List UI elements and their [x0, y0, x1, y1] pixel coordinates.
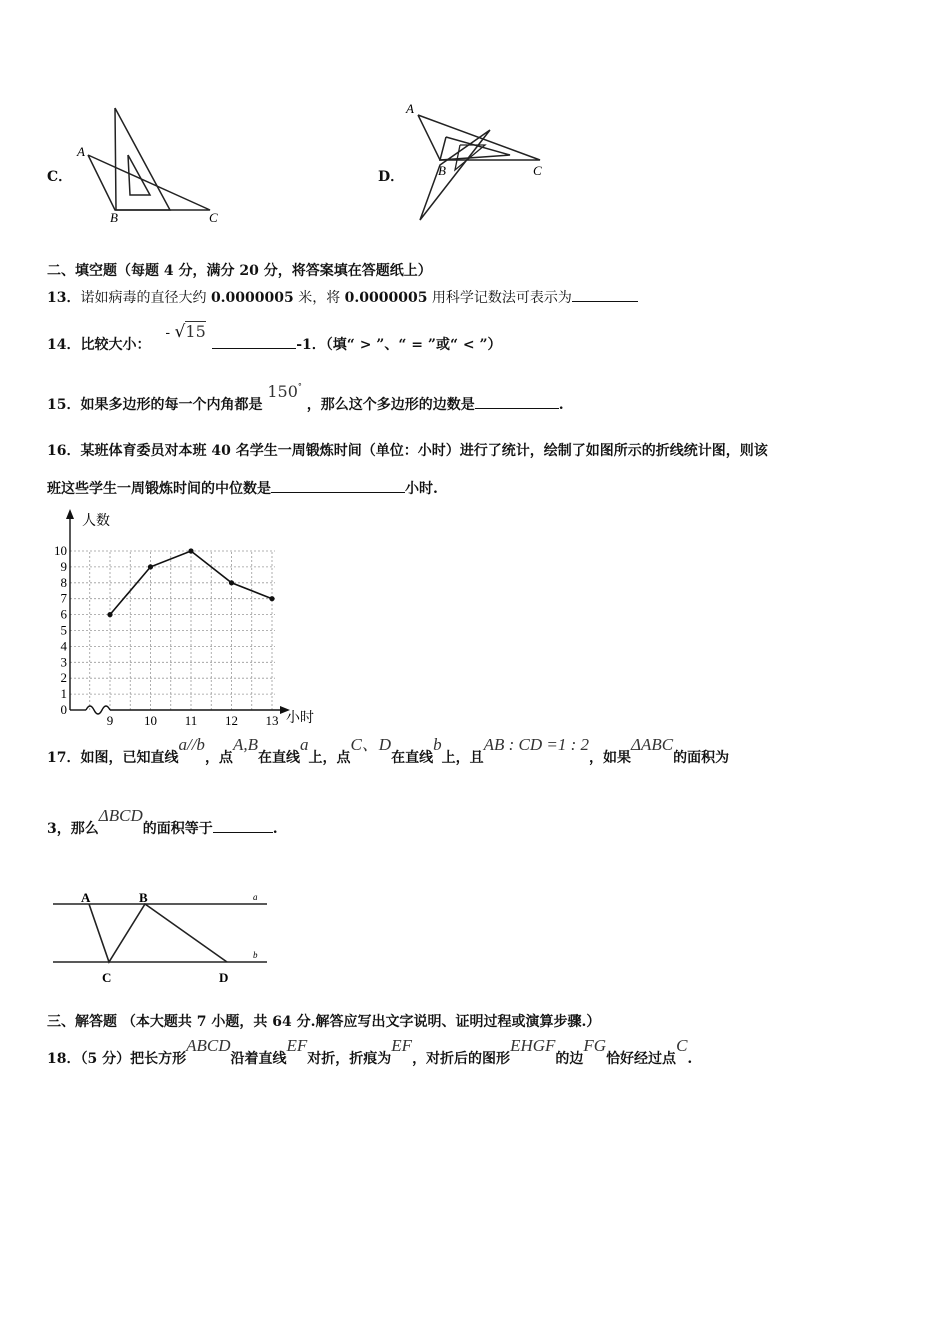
- parallel-lines-figure: [45, 882, 275, 997]
- q14-option-gt: “ > ”: [346, 337, 385, 353]
- q17-text-4: 上，点: [308, 750, 351, 766]
- c-label-c: C: [209, 210, 218, 225]
- q17-math-1: a//b: [178, 735, 205, 754]
- chart-axes: [66, 509, 290, 714]
- y-tick-label: 3: [60, 654, 67, 670]
- q16-answer-blank[interactable]: [271, 480, 405, 493]
- fig17-line-b: b: [253, 950, 258, 960]
- q14-sqrt-value: 15: [185, 322, 206, 341]
- q14-number: 14．: [47, 337, 81, 353]
- q18-text-6: 恰好经过点: [606, 1051, 677, 1067]
- d-label-a: A: [406, 101, 414, 116]
- y-tick-label: 9: [60, 558, 67, 574]
- x-tick-label: 9: [106, 713, 114, 728]
- y-tick-label: 10: [54, 543, 67, 558]
- d-label-b: B: [438, 163, 446, 178]
- question-15: [47, 382, 564, 414]
- q17-text-5: 在直线: [391, 750, 434, 766]
- chart-x-label: 小时: [286, 711, 314, 726]
- q17-math-8: ΔBCD: [98, 806, 143, 825]
- q14-text-after: -1．（填: [296, 337, 347, 353]
- q13-value-1: 0.0000005: [210, 290, 294, 306]
- data-point: [107, 612, 112, 617]
- q18-math-5: FG: [583, 1036, 607, 1055]
- d-label-c: C: [533, 163, 542, 178]
- chart-y-label: 人数: [82, 514, 110, 529]
- q15-number: 15．: [47, 397, 81, 413]
- q14-sqrt-expression: [165, 322, 210, 342]
- question-17-line-2: [47, 806, 278, 838]
- chart-grid: [70, 551, 275, 710]
- option-c-figure: [70, 100, 230, 230]
- q17-text-10: 的面积等于: [142, 821, 213, 837]
- q15-end: .: [558, 397, 564, 413]
- section-2-heading: 二、填空题（每题 4 分，满分 20 分，将答案填在答题纸上）: [47, 263, 432, 279]
- x-tick-label: 13: [265, 713, 279, 728]
- y-tick-label: 2: [60, 670, 67, 686]
- y-tick-label: 4: [60, 638, 67, 654]
- q15-answer-blank[interactable]: [475, 396, 559, 409]
- q14-option-eq: “ = ”: [398, 337, 436, 353]
- q18-end: .: [687, 1051, 693, 1067]
- question-18: [47, 1036, 693, 1068]
- q16-number: 16．: [47, 443, 81, 459]
- q17-text-8: 的面积为: [673, 750, 730, 766]
- q17-math-5: b: [433, 735, 442, 754]
- fig17-label-d: D: [219, 970, 229, 985]
- q17-text-3: 在直线: [257, 750, 300, 766]
- y-tick-label: 6: [60, 606, 67, 622]
- x-tick-label: 10: [144, 713, 157, 728]
- q14-minus: -: [165, 325, 171, 341]
- q17-text-9: 3，那么: [47, 821, 99, 837]
- chart-x-ticks: [107, 713, 279, 728]
- option-d-label: D．: [378, 169, 405, 185]
- q13-number: 13．: [47, 290, 81, 306]
- data-point: [148, 564, 153, 569]
- question-13: [47, 287, 638, 307]
- q16-text-1: 某班体育委员对本班 40 名学生一周锻炼时间（单位：小时）进行了统计，绘制了如图所示的折线统计图，则该: [80, 443, 768, 459]
- q18-math-1: ABCD: [186, 1036, 231, 1055]
- fig17-label-a: A: [81, 890, 91, 905]
- q17-math-6: AB : CD =1 : 2: [483, 735, 590, 754]
- q14-answer-blank[interactable]: [212, 336, 296, 349]
- q15-text-1: 如果多边形的每一个内角都是: [80, 397, 263, 413]
- q18-text-2: 沿着直线: [230, 1051, 287, 1067]
- data-point: [229, 580, 234, 585]
- q13-text-2: 米，将: [293, 290, 345, 306]
- q13-answer-blank[interactable]: [572, 289, 638, 302]
- y-tick-label: 7: [60, 590, 67, 606]
- q18-math-3: EF: [391, 1036, 413, 1055]
- fig17-line-a: a: [253, 892, 258, 902]
- question-16-line-1: [47, 440, 768, 460]
- q18-math-6: C: [676, 1036, 688, 1055]
- question-17-line-1: [47, 735, 730, 767]
- q17-answer-blank[interactable]: [213, 820, 273, 833]
- q17-text-1: 如图，已知直线: [80, 750, 179, 766]
- q17-end: .: [272, 821, 278, 837]
- q15-text-2: ，那么这个多边形的边数是: [306, 397, 475, 413]
- x-tick-label: 11: [184, 713, 198, 728]
- q14-close: ）: [487, 337, 502, 353]
- q15-degree: °: [297, 382, 302, 391]
- q15-angle: 150: [267, 382, 298, 401]
- fig17-label-b: B: [139, 890, 148, 905]
- y-tick-label: 0: [60, 702, 67, 717]
- y-tick-label: 1: [60, 686, 67, 702]
- q17-math-4: C、D: [350, 735, 392, 754]
- q17-text-2: ，点: [204, 750, 233, 766]
- q18-text-5: 的边: [555, 1051, 584, 1067]
- y-tick-label: 8: [60, 574, 67, 590]
- q13-text-1: 诺如病毒的直径大约: [80, 290, 211, 306]
- c-label-b: B: [110, 210, 118, 225]
- q13-value-2: 0.0000005: [344, 290, 428, 306]
- q17-number: 17．: [47, 750, 81, 766]
- fig17-label-c: C: [102, 970, 112, 985]
- exercise-line-chart: [40, 505, 330, 730]
- c-label-a: A: [77, 144, 85, 159]
- q14-sep-1: 、: [384, 337, 399, 353]
- q17-math-3: a: [299, 735, 309, 754]
- q18-text-4: ，对折后的图形: [412, 1051, 511, 1067]
- section-3-heading: 三、解答题 （本大题共 7 小题，共 64 分.解答应写出文字说明、证明过程或演算步骤.）: [47, 1014, 601, 1030]
- x-tick-label: 12: [225, 713, 238, 728]
- q18-math-4: EHGF: [510, 1036, 556, 1055]
- question-16-line-2: [47, 478, 438, 498]
- q17-text-6: 上，且: [441, 750, 484, 766]
- chart-y-ticks: [54, 543, 68, 717]
- y-tick-label: 5: [60, 622, 67, 638]
- q18-text-3: 对折，折痕为: [307, 1051, 392, 1067]
- q18-text-1: 把长方形: [130, 1051, 187, 1067]
- q17-math-7: ΔABC: [631, 735, 674, 754]
- q18-number: 18．: [47, 1051, 81, 1067]
- q18-math-2: EF: [286, 1036, 308, 1055]
- data-point: [188, 548, 193, 553]
- option-c-label: C．: [47, 169, 73, 185]
- q14-sep-2: 或: [435, 337, 450, 353]
- option-d-figure: [400, 95, 560, 230]
- q13-text-3: 用科学记数法可表示为: [427, 290, 572, 306]
- question-14: [47, 322, 502, 354]
- sqrt-icon: √: [174, 322, 186, 342]
- q16-text-2: 班这些学生一周锻炼时间的中位数是: [47, 481, 271, 497]
- q16-text-3: 小时.: [405, 481, 438, 497]
- data-point: [269, 596, 274, 601]
- q14-text-1: 比较大小：: [80, 337, 151, 353]
- q18-score: （5 分）: [80, 1051, 131, 1067]
- y-axis-arrow-icon: [66, 509, 74, 519]
- q14-option-lt: “ < ”: [449, 337, 488, 353]
- q17-math-2: A,B: [232, 735, 258, 754]
- q17-text-7: ，如果: [589, 750, 632, 766]
